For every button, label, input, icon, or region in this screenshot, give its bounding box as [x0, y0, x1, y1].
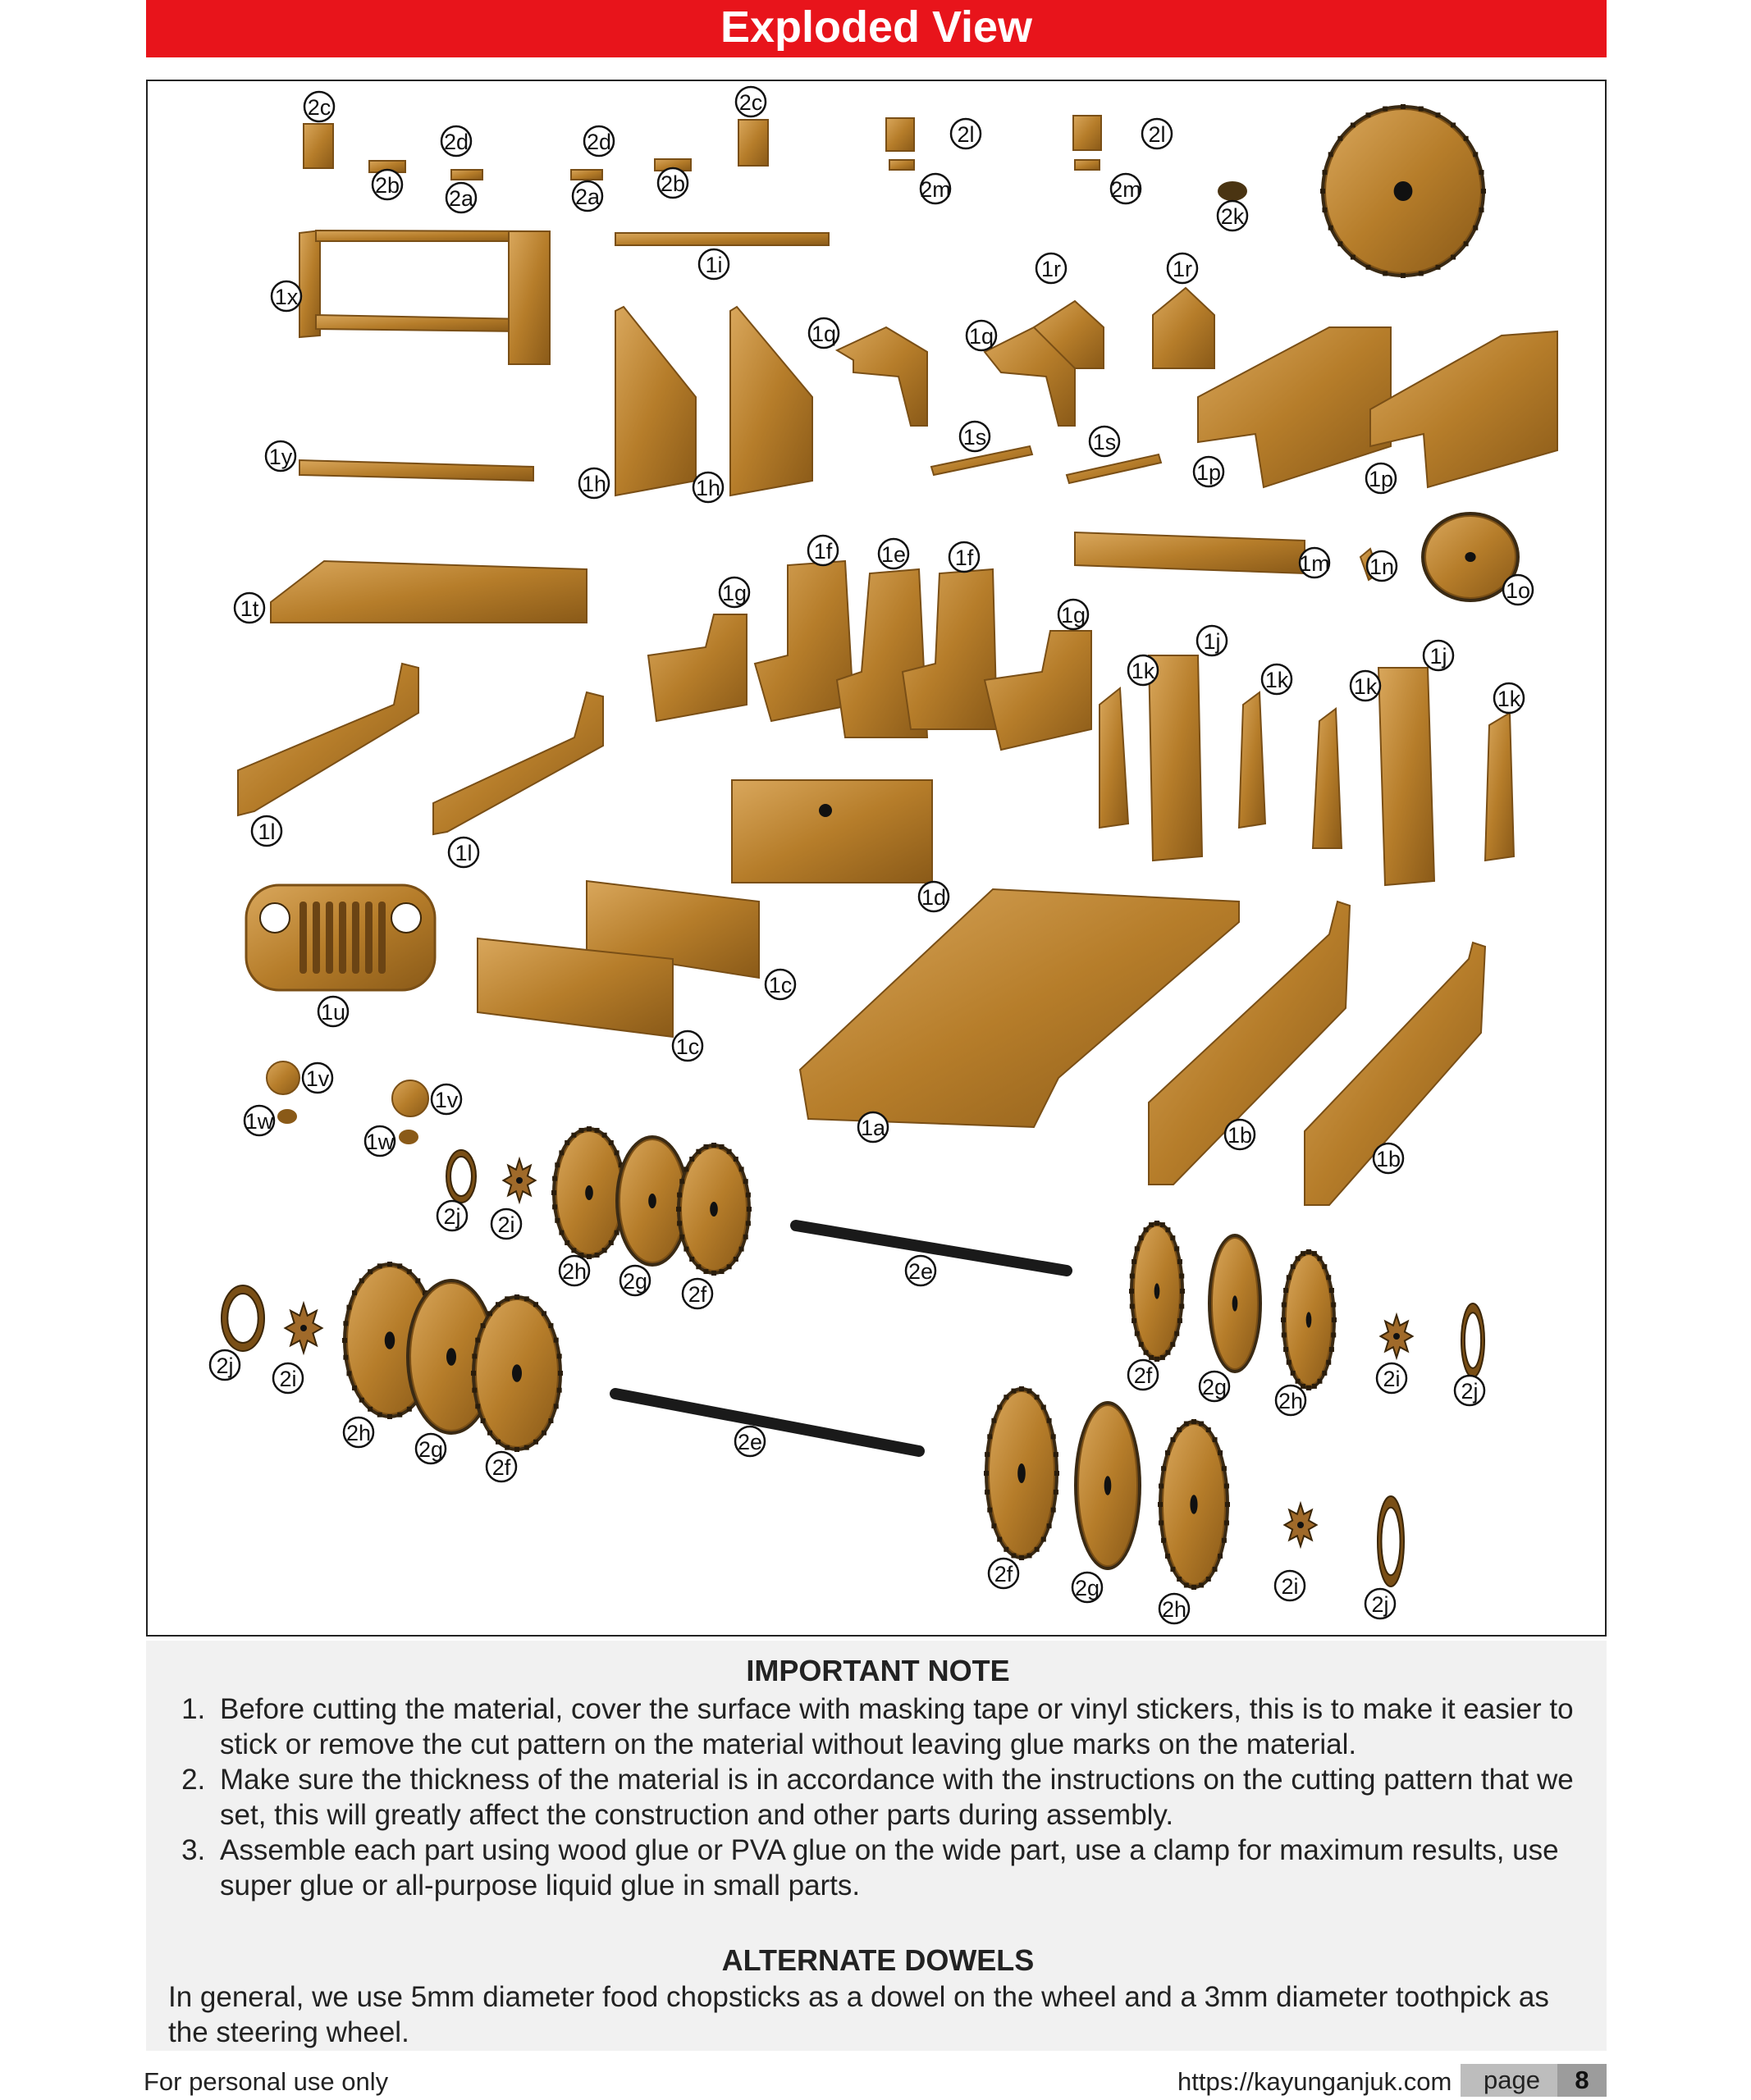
- callout-1a: [858, 1112, 888, 1142]
- callout-label-2h: 2h: [1161, 1597, 1187, 1622]
- callout-2i: [1377, 1363, 1406, 1393]
- callout-label-2i: 2i: [497, 1212, 515, 1237]
- callout-1i: [699, 249, 729, 279]
- part-1y: [299, 460, 533, 481]
- callout-label-1u: 1u: [320, 1000, 346, 1025]
- part-2a-left: [451, 170, 482, 180]
- callout-label-2b: 2b: [660, 171, 686, 196]
- part-1j-right: [1378, 668, 1434, 885]
- part-1m: [1075, 532, 1305, 573]
- callout-label-2g: 2g: [1074, 1576, 1100, 1600]
- callout-label-1h: 1h: [581, 472, 607, 496]
- callout-label-1k: 1k: [1353, 674, 1378, 699]
- callout-label-1j: 1j: [1203, 629, 1221, 654]
- part-2j-lower-left: [222, 1285, 264, 1351]
- callout-label-1p: 1p: [1368, 467, 1394, 491]
- part-2l-left: [886, 118, 914, 151]
- callout-1p: [1194, 457, 1223, 486]
- callout-label-1k: 1k: [1131, 659, 1155, 683]
- part-1d-hole: [819, 804, 832, 817]
- callout-1h: [693, 472, 723, 502]
- callout-label-2i: 2i: [1281, 1574, 1299, 1599]
- callout-2l: [951, 119, 981, 148]
- part-1r-right: [1153, 288, 1214, 368]
- part-1v-left: [267, 1061, 299, 1094]
- callout-label-1f: 1f: [954, 546, 974, 570]
- part-1i: [615, 233, 829, 245]
- callout-1b: [1374, 1144, 1403, 1173]
- callout-2l: [1142, 119, 1172, 148]
- callout-2k: [1218, 201, 1247, 231]
- callout-label-1o: 1o: [1505, 578, 1531, 603]
- part-1l-right: [433, 692, 603, 834]
- callout-label-1n: 1n: [1369, 555, 1395, 579]
- callout-label-2i: 2i: [279, 1367, 297, 1391]
- part-2g-right-upper: [1208, 1234, 1262, 1373]
- part-2i-upper: [504, 1159, 536, 1202]
- callout-1k: [1351, 671, 1380, 701]
- part-1p-right: [1370, 331, 1557, 487]
- callout-1s: [1090, 427, 1119, 456]
- part-2i-lower-left: [286, 1303, 322, 1353]
- part-2a-right: [571, 170, 602, 180]
- part-1k-3: [1313, 709, 1342, 848]
- callout-label-2j: 2j: [216, 1354, 234, 1378]
- callout-label-2h: 2h: [1278, 1389, 1304, 1413]
- callout-1o: [1503, 575, 1533, 605]
- callout-label-1m: 1m: [1299, 551, 1330, 576]
- callout-2c: [736, 87, 766, 116]
- callout-2g: [1200, 1372, 1229, 1401]
- callout-label-1r: 1r: [1040, 257, 1062, 281]
- notes-section: [168, 1653, 1588, 2050]
- part-1k-4: [1485, 713, 1514, 861]
- part-1g-right: [985, 631, 1091, 750]
- callout-2f: [683, 1279, 712, 1308]
- callout-2i: [491, 1209, 521, 1239]
- exploded-view-illustration: [148, 81, 1605, 1635]
- callout-2i: [1275, 1571, 1305, 1600]
- callout-label-1y: 1y: [268, 445, 293, 469]
- callout-label-2f: 2f: [994, 1562, 1013, 1586]
- callout-1w: [365, 1126, 395, 1156]
- part-1h-left: [615, 307, 696, 495]
- part-2j-right-lower: [1378, 1496, 1404, 1586]
- callout-1r: [1168, 253, 1197, 283]
- footer-url-link[interactable]: https://kayunganjuk.com: [1177, 2067, 1452, 2096]
- callout-1c: [673, 1031, 702, 1061]
- callout-2b: [658, 168, 688, 198]
- part-2k: [1218, 181, 1247, 201]
- callout-1x: [272, 281, 301, 311]
- callout-label-2i: 2i: [1383, 1367, 1401, 1391]
- callout-1v: [303, 1063, 332, 1093]
- part-big-wheel: [1320, 104, 1486, 278]
- callout-label-1b: 1b: [1375, 1147, 1401, 1171]
- callout-2h: [1159, 1594, 1189, 1623]
- callout-label-1i: 1i: [705, 253, 723, 277]
- callout-label-1j: 1j: [1429, 644, 1447, 669]
- callout-label-2g: 2g: [1201, 1375, 1228, 1399]
- callout-label-2e: 2e: [737, 1430, 763, 1454]
- callout-2j: [1365, 1589, 1395, 1618]
- callout-2f: [487, 1452, 516, 1481]
- callout-label-1s: 1s: [1092, 430, 1117, 454]
- callout-2h: [560, 1256, 589, 1285]
- callout-label-1p: 1p: [1196, 460, 1222, 485]
- part-1h-right: [730, 307, 812, 495]
- callout-1f: [949, 542, 979, 572]
- callout-label-2g: 2g: [622, 1269, 648, 1294]
- callout-1p: [1366, 463, 1396, 493]
- callout-1q: [809, 318, 839, 348]
- part-2m-right: [1075, 160, 1100, 170]
- note-item-3: 3. Assemble each part using wood glue or PVA glue on the wide part, use a clamp for maximum results, use super glue or all-purpose liquid glue in small parts.: [213, 1833, 1588, 1903]
- page-number: 8: [1557, 2064, 1607, 2097]
- callout-1k: [1128, 655, 1158, 685]
- part-2f-right-lower: [984, 1386, 1059, 1560]
- part-1d: [732, 780, 932, 883]
- callout-label-1q: 1q: [968, 324, 994, 349]
- callout-2g: [620, 1266, 650, 1295]
- callout-2j: [1455, 1376, 1484, 1405]
- callout-1q: [967, 321, 996, 350]
- callout-label-1l: 1l: [455, 841, 473, 865]
- callout-label-1v: 1v: [305, 1066, 330, 1091]
- part-1q-left: [837, 327, 927, 426]
- callout-2f: [989, 1559, 1018, 1588]
- part-2f-right-upper: [1129, 1221, 1185, 1362]
- callout-1t: [235, 593, 264, 623]
- important-note-heading: IMPORTANT NOTE: [746, 1654, 1010, 1687]
- callout-label-1w: 1w: [365, 1130, 395, 1154]
- part-2h-right-upper: [1281, 1249, 1337, 1390]
- callout-label-1c: 1c: [675, 1034, 700, 1059]
- callout-2b: [373, 170, 402, 199]
- callout-label-2m: 2m: [1110, 177, 1141, 202]
- part-1w-right: [399, 1130, 418, 1144]
- page-title: Exploded View: [146, 0, 1607, 57]
- part-1j-left: [1149, 655, 1202, 861]
- callout-label-2m: 2m: [920, 177, 951, 202]
- callout-label-1k: 1k: [1497, 687, 1521, 711]
- callout-label-1d: 1d: [921, 885, 947, 910]
- callout-label-2j: 2j: [1371, 1592, 1389, 1617]
- callout-2g: [416, 1434, 446, 1463]
- callout-label-2e: 2e: [908, 1259, 934, 1284]
- part-1k-1: [1100, 688, 1128, 828]
- callout-label-1b: 1b: [1227, 1123, 1253, 1148]
- part-2j-right-upper: [1461, 1303, 1484, 1377]
- callout-label-2f: 2f: [1133, 1363, 1153, 1388]
- callout-label-2a: 2a: [448, 186, 474, 211]
- callout-label-2d: 2d: [586, 130, 612, 154]
- callout-1u: [318, 997, 348, 1026]
- callout-2f: [1128, 1360, 1158, 1390]
- callout-2g: [1072, 1573, 1102, 1602]
- callout-1m: [1299, 548, 1330, 578]
- callout-label-2d: 2d: [443, 130, 469, 154]
- callout-1c: [766, 970, 795, 999]
- callout-1s: [960, 422, 990, 451]
- part-2e-lower: [615, 1394, 919, 1451]
- callout-1v: [432, 1084, 461, 1114]
- callout-label-2j: 2j: [443, 1204, 461, 1229]
- callout-label-2a: 2a: [574, 185, 601, 209]
- callout-1j: [1197, 626, 1227, 655]
- part-2h-right-lower: [1158, 1419, 1230, 1590]
- callout-2e: [735, 1427, 765, 1456]
- part-1v-right: [392, 1080, 428, 1116]
- part-1w-left: [277, 1109, 297, 1124]
- callout-1l: [449, 838, 478, 867]
- callout-label-1f: 1f: [813, 539, 833, 564]
- callout-2m: [1110, 174, 1141, 203]
- part-2c-right: [738, 120, 768, 166]
- part-2l-right: [1073, 116, 1101, 150]
- part-1k-2: [1239, 692, 1265, 828]
- callout-1b: [1225, 1120, 1255, 1149]
- callout-2d: [441, 126, 471, 156]
- callout-label-2h: 2h: [345, 1421, 372, 1445]
- callout-1k: [1262, 664, 1292, 694]
- callout-label-2g: 2g: [418, 1437, 444, 1462]
- callout-label-1t: 1t: [240, 596, 259, 621]
- callout-label-1r: 1r: [1172, 257, 1193, 281]
- callout-label-2l: 2l: [1148, 122, 1166, 147]
- callout-label-2h: 2h: [561, 1259, 587, 1284]
- part-2h-upper: [551, 1126, 627, 1259]
- callout-label-2j: 2j: [1461, 1379, 1479, 1404]
- callout-label-1w: 1w: [245, 1109, 274, 1134]
- callout-2a: [446, 183, 476, 212]
- callout-label-1q: 1q: [811, 322, 837, 346]
- callout-label-1a: 1a: [860, 1116, 886, 1140]
- callout-label-1h: 1h: [695, 476, 721, 500]
- callout-1f: [808, 536, 838, 565]
- part-1l-left: [238, 664, 418, 815]
- callout-2a: [573, 181, 602, 211]
- part-2i-right-upper: [1381, 1315, 1413, 1358]
- important-note-list: [168, 1691, 1588, 1903]
- callout-label-1v: 1v: [434, 1088, 459, 1112]
- callout-1k: [1494, 683, 1524, 713]
- callout-1h: [579, 468, 609, 498]
- callout-1g: [720, 578, 749, 607]
- callout-label-2k: 2k: [1220, 204, 1245, 229]
- footer-disclaimer: For personal use only: [144, 2067, 389, 2096]
- callout-label-1e: 1e: [880, 542, 907, 567]
- note-item-2: 2. Make sure the thickness of the material is in accordance with the instructions on the cutting pattern that we set, this will greatly affect the construction and other parts during assembly.: [213, 1762, 1588, 1833]
- part-1p-left: [1198, 327, 1391, 487]
- callout-label-1g: 1g: [1060, 603, 1086, 628]
- callout-2i: [273, 1363, 303, 1393]
- part-2i-right-lower: [1285, 1504, 1317, 1546]
- callout-label-1g: 1g: [721, 581, 747, 605]
- callout-label-1s: 1s: [962, 425, 987, 450]
- page-indicator: [1461, 2064, 1607, 2097]
- part-2j-upper: [446, 1150, 476, 1203]
- part-1x-bottom: [316, 315, 525, 331]
- callout-2m: [920, 174, 951, 203]
- callout-label-2f: 2f: [491, 1455, 511, 1480]
- part-1u-grille: [246, 885, 435, 990]
- part-2g-right-lower: [1074, 1401, 1141, 1570]
- note-item-1: 1. Before cutting the material, cover the surface with masking tape or vinyl stickers, this is to make it easier to stick or remove the cut pattern on the material without leaving glue marks on the material.: [213, 1691, 1588, 1762]
- part-2f-upper: [676, 1143, 752, 1276]
- part-2c-left: [304, 124, 333, 168]
- callout-label-1x: 1x: [274, 285, 299, 309]
- part-1s-right: [1067, 454, 1161, 483]
- callout-label-1k: 1k: [1264, 668, 1289, 692]
- callout-label-2c: 2c: [307, 95, 331, 120]
- callout-label-2b: 2b: [374, 173, 400, 198]
- callout-2h: [1276, 1386, 1305, 1415]
- callout-1y: [266, 441, 295, 471]
- callout-label-1c: 1c: [768, 973, 793, 998]
- callout-1w: [245, 1106, 274, 1135]
- callout-1r: [1036, 253, 1066, 283]
- callout-1e: [879, 539, 908, 568]
- callout-2j: [437, 1201, 467, 1230]
- callout-1g: [1058, 600, 1088, 629]
- part-2m-left: [889, 160, 914, 170]
- exploded-view-diagram: [146, 80, 1607, 1637]
- part-1g-left: [648, 614, 747, 721]
- callout-1n: [1367, 551, 1397, 581]
- parts-layer: [222, 104, 1557, 1590]
- alternate-dowels-text: In general, we use 5mm diameter food chopsticks as a dowel on the wheel and a 3mm diameter toothpick as the steering wheel.: [168, 1981, 1549, 2048]
- part-1t: [271, 561, 587, 623]
- callout-label-2c: 2c: [738, 90, 763, 115]
- callout-label-2l: 2l: [957, 122, 975, 147]
- callout-2e: [906, 1256, 935, 1285]
- callout-2j: [210, 1350, 240, 1380]
- callout-2d: [584, 126, 614, 156]
- alternate-dowels-heading: ALTERNATE DOWELS: [721, 1943, 1035, 1977]
- callout-2h: [344, 1418, 373, 1447]
- part-1x-leg-right: [509, 231, 550, 364]
- callout-label-1l: 1l: [258, 819, 276, 844]
- callout-1l: [252, 816, 281, 846]
- callout-1d: [919, 882, 949, 911]
- callout-1j: [1424, 641, 1453, 670]
- page-label: page: [1484, 2066, 1540, 2094]
- callout-2c: [304, 92, 334, 121]
- callout-label-2f: 2f: [688, 1282, 707, 1307]
